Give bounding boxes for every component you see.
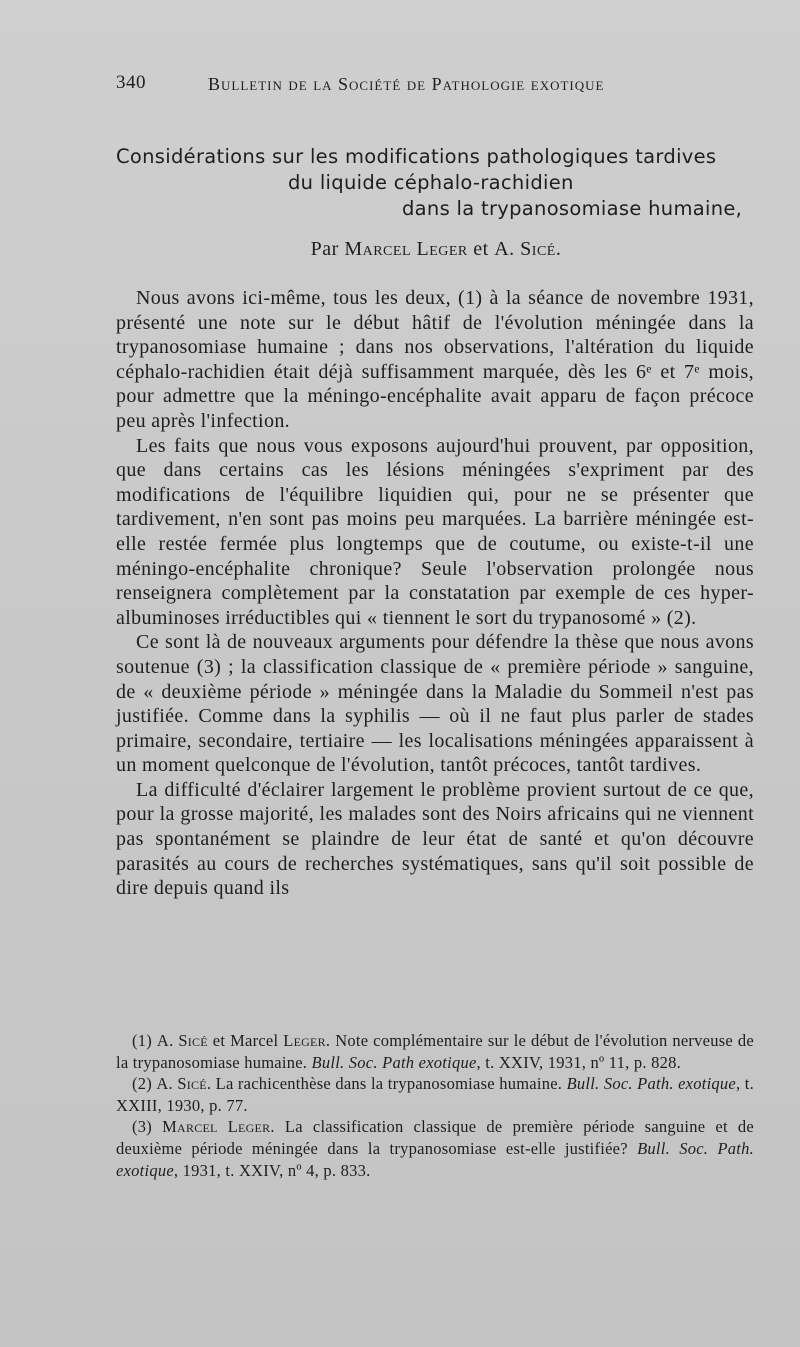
footnote-text: . La rachicenthèse dans la trypanosomiase humaine.	[206, 1074, 567, 1094]
footnote-number: (2)	[132, 1074, 157, 1094]
author-2: A. Sicé.	[494, 238, 562, 260]
title-line-3: dans la trypanosomiase humaine,	[402, 197, 743, 220]
byline-and: et	[467, 238, 495, 260]
page-number: 340	[116, 72, 146, 93]
footnote-1	[116, 1030, 754, 1073]
byline-prefix: Par	[310, 238, 345, 260]
footnote-2	[116, 1073, 754, 1116]
paragraph: Nous avons ici-même, tous les deux, (1) à la séance de novembre 1931, présenté une note sur le début hâtif de l'évolution méningée dans la trypanosomiase humaine ; dans nos observations, l'altération du liquide céphalo-rachidien était déjà suffisamment marquée, dès les 6ᵉ et 7ᵉ mois, pour admettre que la méningo-encéphalite avait apparu de façon précoce peu après l'infection.	[116, 287, 754, 432]
paragraph: Ce sont là de nouveaux arguments pour défendre la thèse que nous avons soutenue (3) ; la classification classique de « première période » sanguine, de « deuxième période » méningée dans la Maladie du Sommeil n'est pas justifiée. Comme dans la syphilis — où il ne faut plus parler de stades primaire, secondaire, tertiaire — les localisations méningées apparaissent à un moment quelconque de l'évolution, tantôt précoces, tantôt tardives.	[116, 631, 754, 777]
byline	[116, 238, 756, 261]
paragraph: La difficulté d'éclairer largement le problème provient surtout de ce que, pour la grosse majorité, les malades sont des Noirs africains qui ne viennent pas spontanément se plaindre de leur état de santé et qu'on découvre parasités au cours de recherches systématiques, sans qu'il soit possible de dire depuis quand ils	[116, 778, 754, 900]
footnote-text: et Marcel	[207, 1031, 284, 1050]
paragraph: Les faits que nous vous exposons aujourd'hui prouvent, par opposition, que dans certains cas les lésions méningées s'expriment par des modifications de l'équilibre liquidien qui, pour ne se présenter que tardivement, n'en sont pas moins peu marquées. La barrière méningée est-elle restée fermée plus longtemps que de coutume, ou existe-t-il une méningo-encéphalite chronique? Seule l'observation prolongée nous renseignera complètement par la constatation par exemple de ces hyper-albuminoses irréductibles qui « tiennent le sort du trypanosomé » (2).	[116, 434, 754, 629]
footnote-reference: , 1931, t. XXIV, nº 4, p. 833.	[173, 1160, 371, 1180]
title-line-2: du liquide céphalo-rachidien	[288, 171, 574, 194]
footnote-author: Leger	[283, 1031, 326, 1050]
footnotes	[116, 1030, 754, 1181]
article-body	[116, 286, 754, 901]
article-title	[116, 144, 756, 222]
footnote-3	[116, 1116, 754, 1181]
footnote-reference: , t. XXIII, 1930, p. 77.	[116, 1074, 754, 1115]
footnote-number: (1)	[132, 1031, 157, 1050]
title-line-1: Considérations sur les modifications pathologiques tardives	[116, 145, 717, 168]
footnote-journal: Bull. Soc. Path. exotique	[116, 1138, 754, 1180]
footnote-journal: Bull. Soc. Path. exotique	[566, 1074, 736, 1094]
journal-running-title: Bulletin de la Société de Pathologie exotique	[208, 74, 605, 94]
footnote-author: A. Sicé	[156, 1074, 207, 1094]
footnote-text: . Note complémentaire sur le début de l'évolution nerveuse de la trypanosomiase humaine.	[116, 1031, 754, 1072]
footnote-text: . La classification classique de première période sanguine et de deuxième période méningée dans la trypanosomiase est-elle justifiée?	[116, 1117, 754, 1158]
footnote-number: (3)	[132, 1117, 163, 1137]
author-1: Marcel Leger	[344, 238, 468, 260]
footnote-reference: , t. XXIV, 1931, nº 11, p. 828.	[476, 1052, 681, 1072]
footnote-author: A. Sicé	[156, 1031, 208, 1050]
footnote-journal: Bull. Soc. Path exotique	[311, 1052, 477, 1072]
footnote-author: Marcel Leger	[162, 1117, 271, 1137]
